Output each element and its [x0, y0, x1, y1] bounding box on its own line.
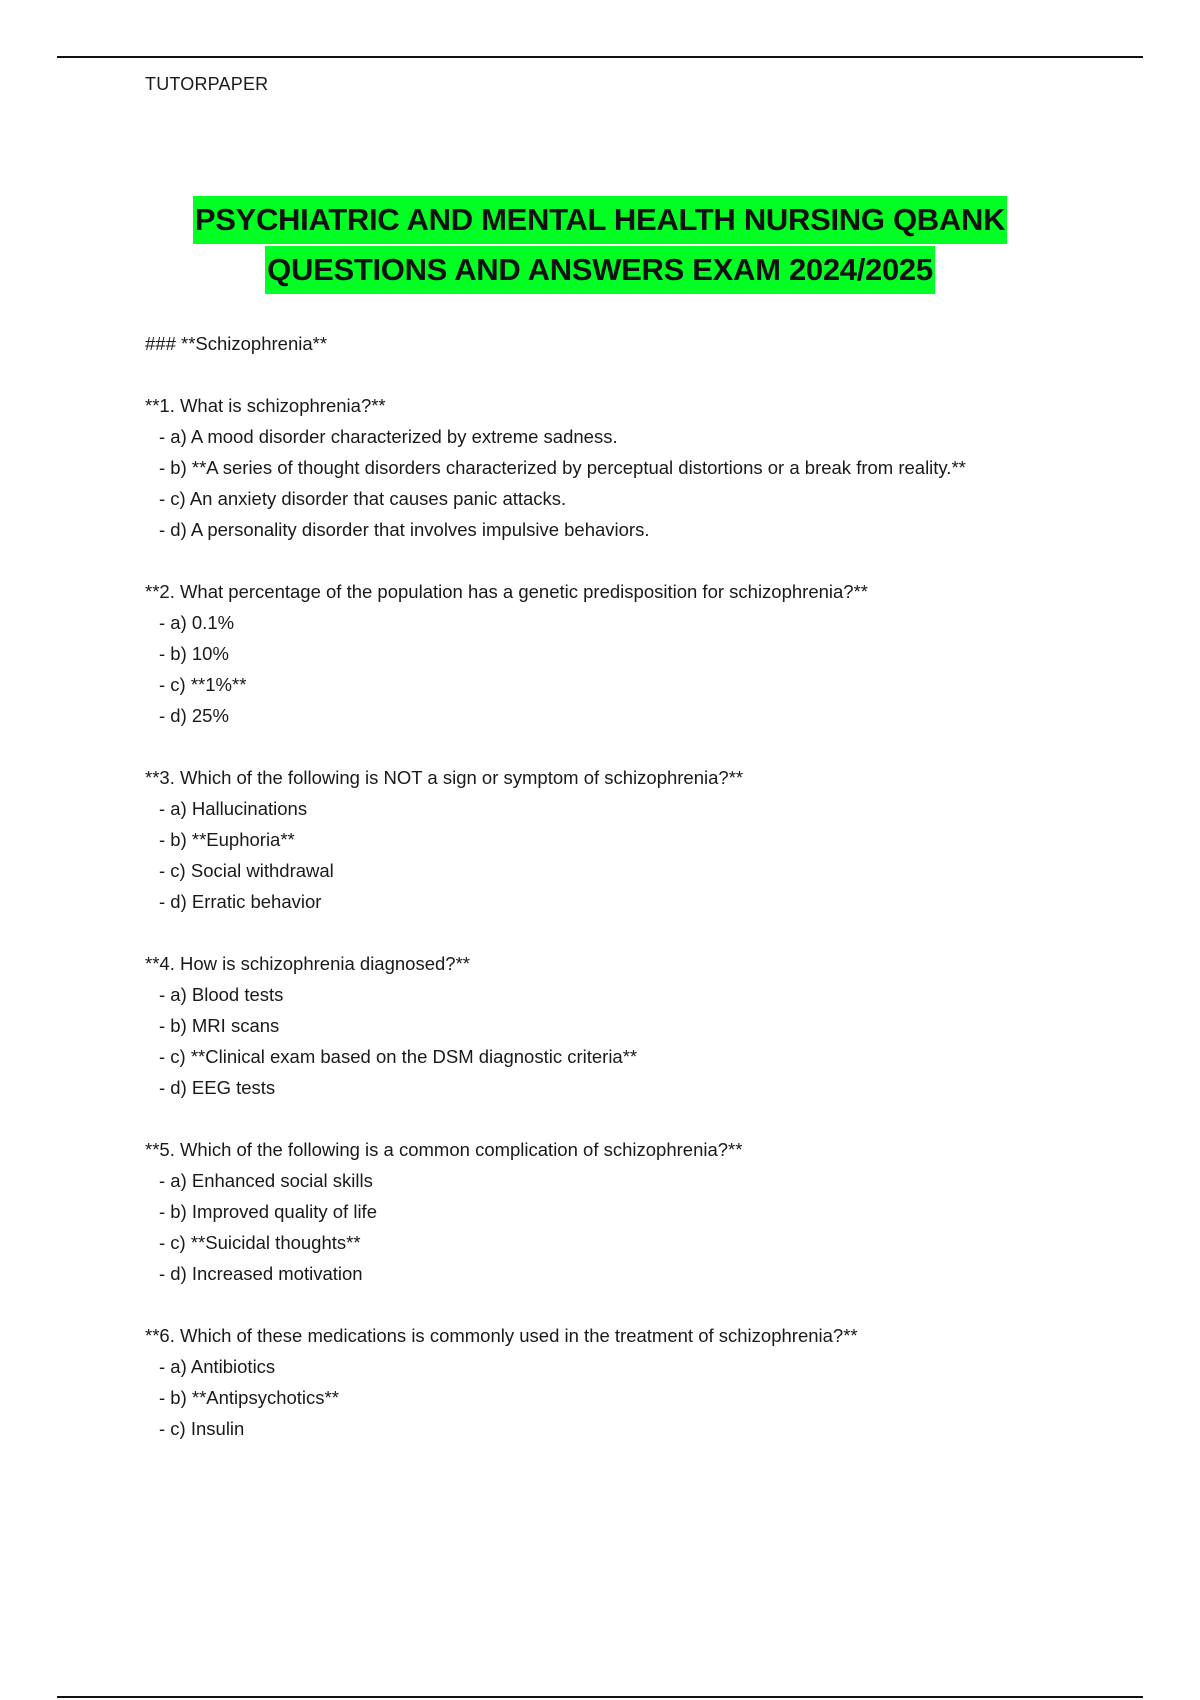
- answer-option: - b) MRI scans: [159, 1015, 280, 1036]
- bottom-rule: [57, 1696, 1143, 1698]
- question-block: [145, 390, 1145, 545]
- answer-option: - c) **1%**: [159, 674, 247, 695]
- title-line-1: PSYCHIATRIC AND MENTAL HEALTH NURSING QBANK: [193, 196, 1007, 244]
- answer-option: - d) Increased motivation: [159, 1263, 363, 1284]
- question-text: **1. What is schizophrenia?**: [145, 395, 386, 416]
- answer-option: - c) **Clinical exam based on the DSM diagnostic criteria**: [159, 1046, 638, 1067]
- answer-option: - b) **A series of thought disorders characterized by perceptual distortions or a break from reality.**: [159, 457, 966, 478]
- question-block: [145, 948, 1145, 1103]
- question-block: [145, 1320, 1145, 1444]
- question-text: **4. How is schizophrenia diagnosed?**: [145, 953, 470, 974]
- question-text: **5. Which of the following is a common complication of schizophrenia?**: [145, 1139, 743, 1160]
- question-text: **3. Which of the following is NOT a sign or symptom of schizophrenia?**: [145, 767, 744, 788]
- answer-option: - d) Erratic behavior: [159, 891, 322, 912]
- question-block: [145, 1134, 1145, 1289]
- answer-option: - b) **Antipsychotics**: [159, 1387, 339, 1408]
- answer-option: - b) 10%: [159, 643, 229, 664]
- answer-option: - d) A personality disorder that involves impulsive behaviors.: [159, 519, 650, 540]
- document-body: [145, 328, 1145, 1475]
- answer-option: - a) Antibiotics: [159, 1356, 276, 1377]
- answer-option: - c) **Suicidal thoughts**: [159, 1232, 361, 1253]
- section-heading: ### **Schizophrenia**: [145, 333, 328, 354]
- answer-option: - a) Enhanced social skills: [159, 1170, 373, 1191]
- answer-option: - c) Social withdrawal: [159, 860, 334, 881]
- answer-option: - a) Hallucinations: [159, 798, 308, 819]
- answer-option: - d) 25%: [159, 705, 229, 726]
- question-block: [145, 762, 1145, 917]
- answer-option: - b) **Euphoria**: [159, 829, 295, 850]
- answer-option: - a) 0.1%: [159, 612, 235, 633]
- question-text: **2. What percentage of the population has a genetic predisposition for schizophrenia?**: [145, 581, 868, 602]
- answer-option: - a) Blood tests: [159, 984, 284, 1005]
- answer-option: - d) EEG tests: [159, 1077, 276, 1098]
- title-line-2: QUESTIONS AND ANSWERS EXAM 2024/2025: [265, 246, 935, 294]
- question-text: **6. Which of these medications is commonly used in the treatment of schizophrenia?**: [145, 1325, 858, 1346]
- header-brand: TUTORPAPER: [145, 74, 269, 94]
- answer-option: - b) Improved quality of life: [159, 1201, 377, 1222]
- page-title: [0, 196, 1200, 296]
- question-block: [145, 576, 1145, 731]
- answer-option: - a) A mood disorder characterized by extreme sadness.: [159, 426, 618, 447]
- answer-option: - c) An anxiety disorder that causes panic attacks.: [159, 488, 567, 509]
- answer-option: - c) Insulin: [159, 1418, 245, 1439]
- top-rule: [57, 56, 1143, 58]
